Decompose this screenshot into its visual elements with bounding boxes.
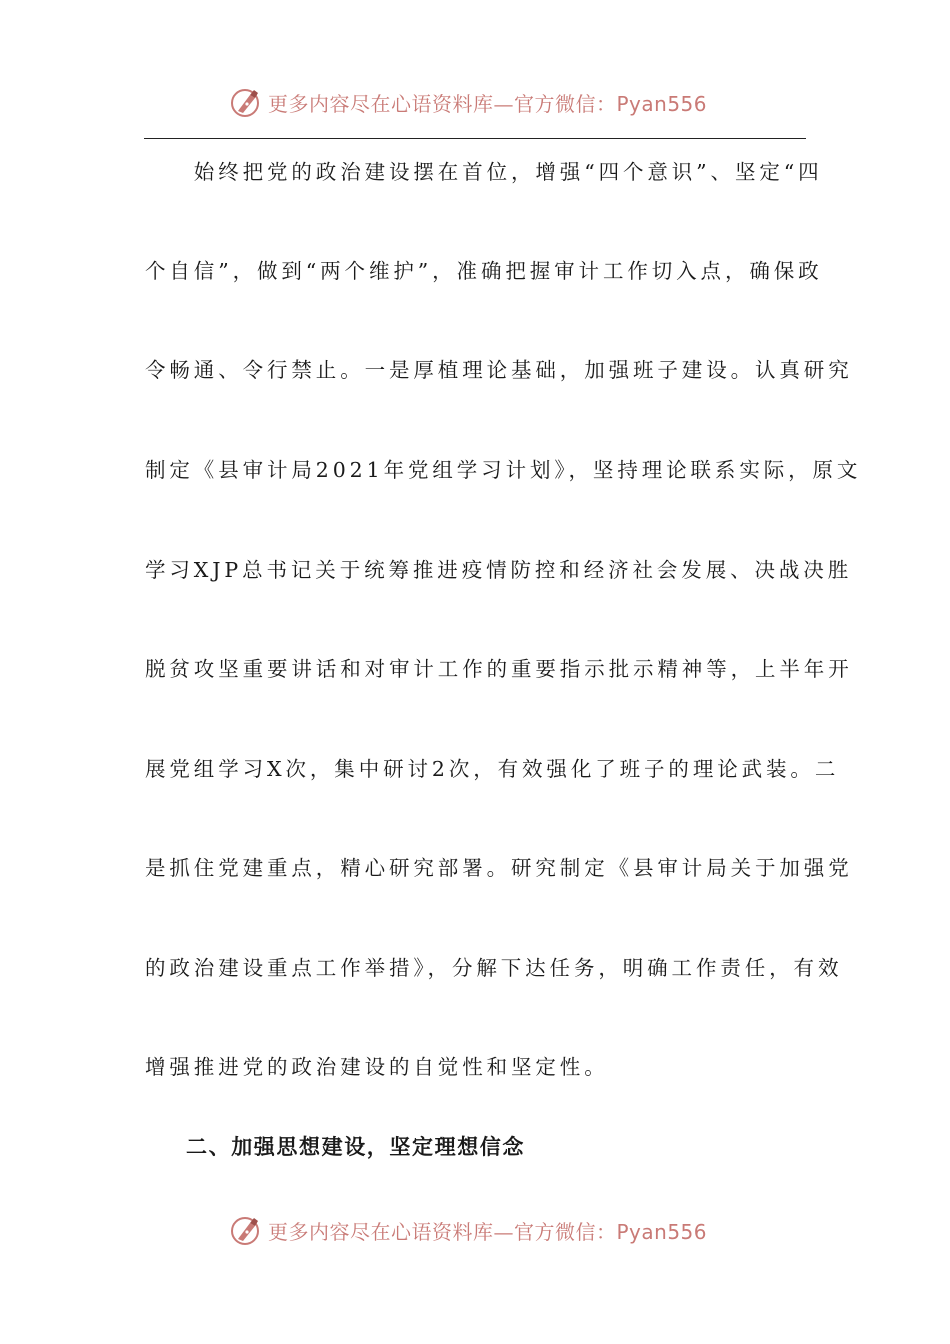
body-line: 脱贫攻坚重要讲话和对审计工作的重要指示批示精神等，上半年开 bbox=[145, 657, 853, 681]
pen-nib-logo-icon bbox=[228, 1212, 264, 1248]
footer-banner-dash: — bbox=[493, 1219, 514, 1244]
body-line: 增强推进党的政治建设的自觉性和坚定性。 bbox=[145, 1055, 609, 1079]
body-line: 个自信”，做到“两个维护”，准确把握审计工作切入点，确保政 bbox=[145, 259, 823, 283]
body-line: 令畅通、令行禁止。一是厚植理论基础，加强班子建设。认真研究 bbox=[145, 358, 853, 382]
header-banner bbox=[228, 80, 728, 124]
header-banner-main: 更多内容尽在心语资料库 bbox=[268, 91, 494, 116]
header-banner-wechat: 官方微信：Pyan556 bbox=[514, 91, 708, 116]
body-line: 始终把党的政治建设摆在首位，增强“四个意识”、坚定“四 bbox=[145, 160, 823, 184]
section-heading: 二、加强思想建设，坚定理想信念 bbox=[186, 1135, 525, 1159]
footer-banner-main: 更多内容尽在心语资料库 bbox=[268, 1219, 494, 1244]
footer-banner-text bbox=[268, 1216, 707, 1245]
body-line: 制定《县审计局2021年党组学习计划》，坚持理论联系实际，原文 bbox=[145, 458, 862, 482]
pen-nib-logo-icon bbox=[228, 84, 264, 120]
body-line: 学习XJP总书记关于统筹推进疫情防控和经济社会发展、决战决胜 bbox=[145, 558, 853, 582]
body-line: 的政治建设重点工作举措》，分解下达任务，明确工作责任，有效 bbox=[145, 956, 843, 980]
footer-banner-wechat: 官方微信：Pyan556 bbox=[514, 1219, 708, 1244]
body-line: 展党组学习X次，集中研讨2次，有效强化了班子的理论武装。二 bbox=[145, 757, 840, 781]
header-divider bbox=[144, 138, 806, 139]
header-banner-text bbox=[268, 88, 707, 117]
footer-banner bbox=[228, 1208, 728, 1252]
body-line: 是抓住党建重点，精心研究部署。研究制定《县审计局关于加强党 bbox=[145, 856, 853, 880]
header-banner-dash: — bbox=[493, 91, 514, 116]
